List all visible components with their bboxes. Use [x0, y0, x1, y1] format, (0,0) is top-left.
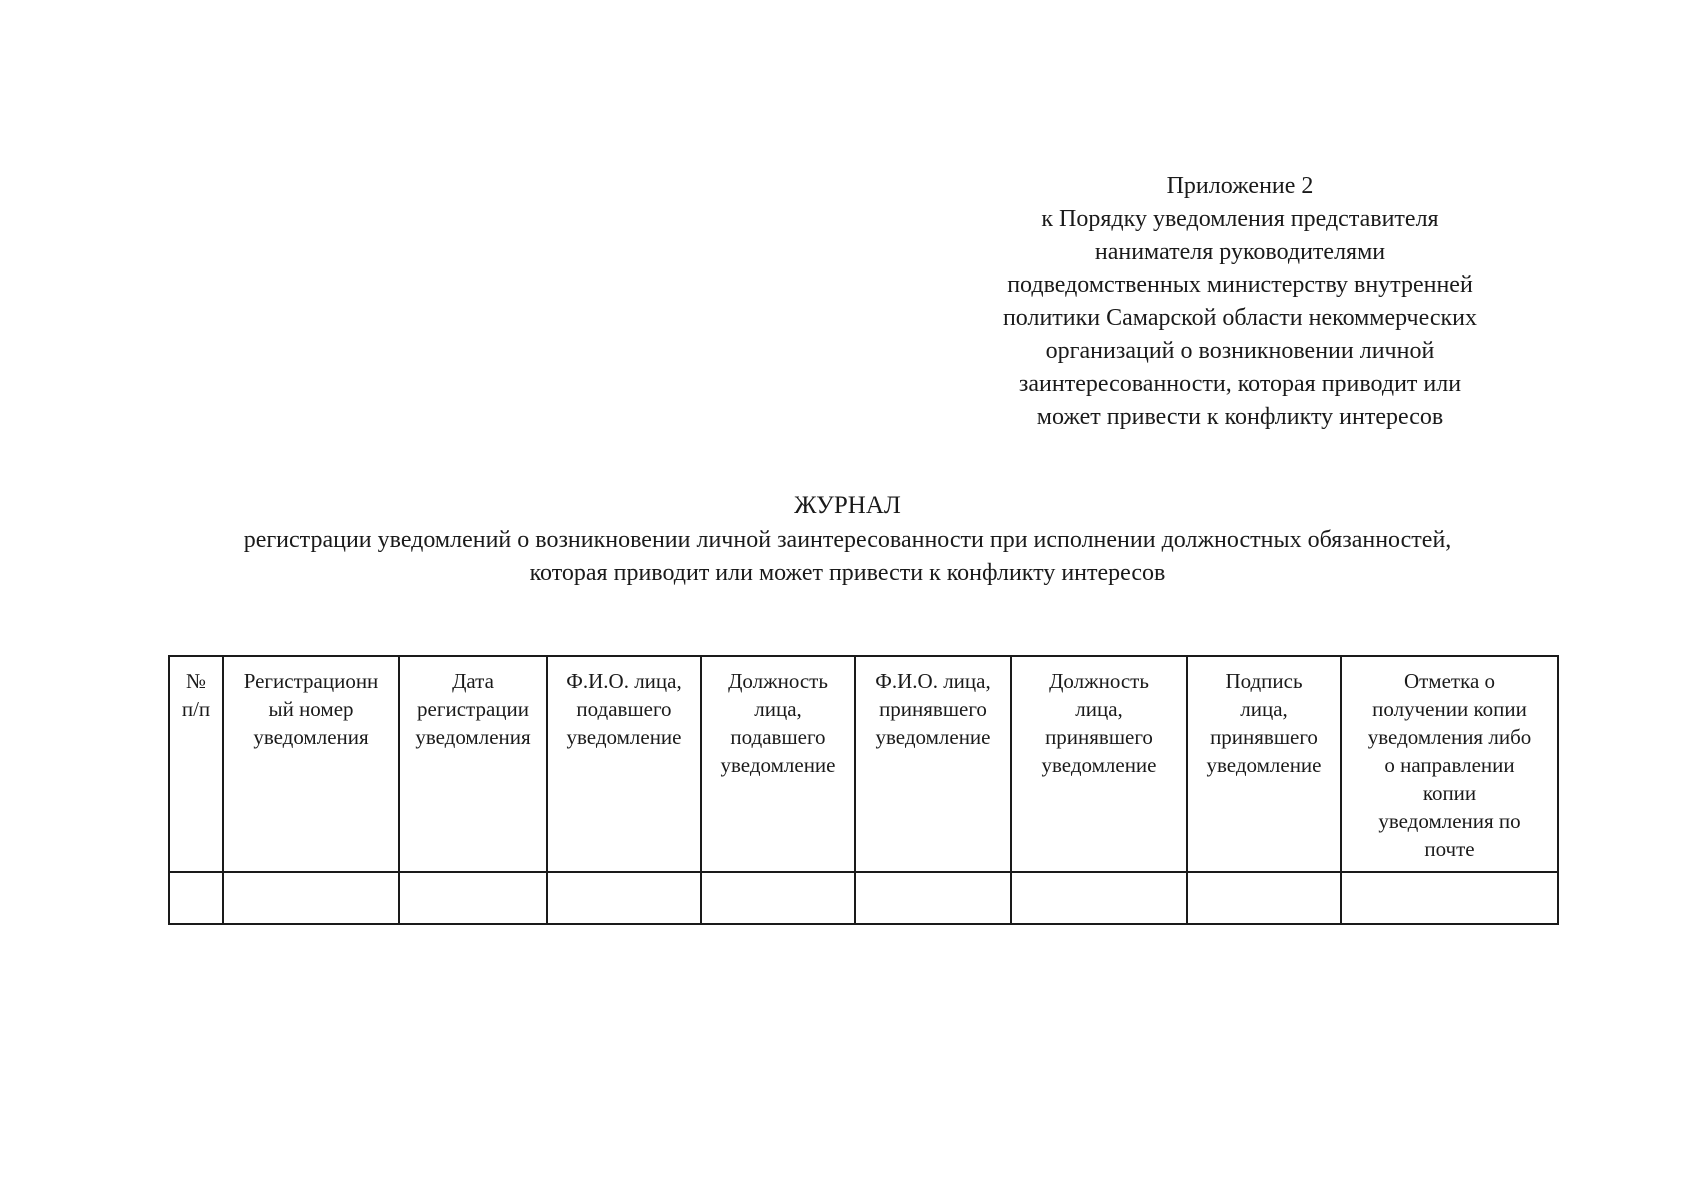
journal-subtitle-line: которая приводит или может привести к конфликту интересов: [529, 560, 1166, 586]
table-cell: [855, 872, 1011, 924]
column-header-registration-date: [399, 656, 547, 872]
header-line: принявшего: [1210, 725, 1318, 749]
table-cell: [223, 872, 399, 924]
table-row: [169, 872, 1558, 924]
header-line: лица,: [1075, 697, 1123, 721]
header-line: уведомление: [1041, 753, 1157, 777]
header-line: п/п: [181, 697, 211, 721]
header-line: уведомление: [875, 725, 991, 749]
table-cell: [399, 872, 547, 924]
column-header-receiver-position: [1011, 656, 1187, 872]
journal-title: ЖУРНАЛ: [794, 492, 901, 519]
header-line: получении копии: [1372, 697, 1527, 721]
header-line: Подпись: [1225, 669, 1303, 693]
header-line: принявшего: [879, 697, 987, 721]
header-line: почте: [1424, 837, 1475, 861]
header-line: подавшего: [576, 697, 672, 721]
header-line: Отметка о: [1403, 669, 1496, 693]
header-line: регистрации: [417, 697, 529, 721]
journal-table: [168, 655, 1559, 925]
table-cell: [169, 872, 223, 924]
appendix-header: [920, 170, 1560, 434]
header-line: подавшего: [730, 725, 826, 749]
appendix-line: заинтересованности, которая приводит или: [1018, 371, 1462, 397]
header-line: ый номер: [268, 697, 354, 721]
header-line: уведомления по: [1378, 809, 1521, 833]
column-header-receiver-signature: [1187, 656, 1341, 872]
header-line: уведомления: [253, 725, 369, 749]
table-cell: [701, 872, 855, 924]
header-line: Ф.И.О. лица,: [566, 669, 682, 693]
column-header-submitter-name: [547, 656, 701, 872]
column-header-registration-number: [223, 656, 399, 872]
header-line: Должность: [1049, 669, 1149, 693]
table-cell: [1011, 872, 1187, 924]
appendix-line: к Порядку уведомления представителя: [1041, 206, 1439, 232]
header-line: уведомление: [1206, 753, 1322, 777]
header-line: Регистрационн: [243, 669, 379, 693]
header-line: уведомление: [566, 725, 682, 749]
header-line: принявшего: [1045, 725, 1153, 749]
appendix-line: нанимателя руководителями: [1094, 239, 1386, 265]
header-line: о направлении: [1384, 753, 1515, 777]
table-cell: [547, 872, 701, 924]
table-header-row: [169, 656, 1558, 872]
header-line: №: [185, 669, 207, 693]
appendix-line: организаций о возникновении личной: [1045, 338, 1435, 364]
header-line: уведомление: [720, 753, 836, 777]
column-header-copy-mark: [1341, 656, 1558, 872]
table-cell: [1187, 872, 1341, 924]
header-line: копии: [1422, 781, 1477, 805]
header-line: Должность: [728, 669, 828, 693]
column-header-number: [169, 656, 223, 872]
header-line: Ф.И.О. лица,: [875, 669, 991, 693]
appendix-line: Приложение 2: [1166, 173, 1314, 199]
appendix-line: может привести к конфликту интересов: [1036, 404, 1444, 430]
header-line: уведомления либо: [1367, 725, 1532, 749]
journal-subtitle-line: регистрации уведомлений о возникновении личной заинтересованности при исполнении должностных обязанностей,: [243, 527, 1452, 553]
appendix-line: подведомственных министерству внутренней: [1007, 272, 1473, 298]
journal-subtitle: [100, 524, 1595, 590]
header-line: лица,: [1240, 697, 1288, 721]
appendix-line: политики Самарской области некоммерческих: [1002, 305, 1478, 331]
header-line: Дата: [452, 669, 494, 693]
header-line: лица,: [754, 697, 802, 721]
header-line: уведомления: [415, 725, 531, 749]
column-header-receiver-name: [855, 656, 1011, 872]
table-cell: [1341, 872, 1558, 924]
column-header-submitter-position: [701, 656, 855, 872]
